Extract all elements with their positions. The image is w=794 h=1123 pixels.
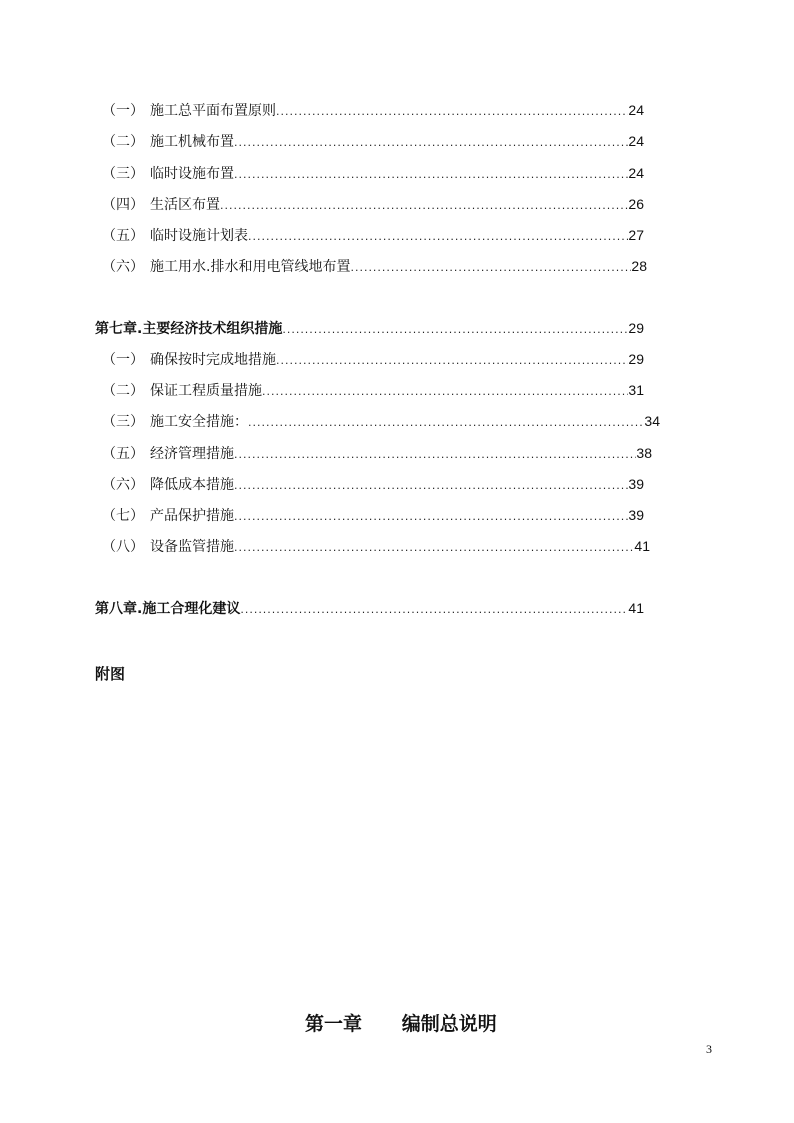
- toc-entry[interactable]: [102, 381, 644, 401]
- toc-entry[interactable]: [102, 350, 644, 370]
- entry-number: （一）: [102, 103, 144, 119]
- dot-leader: [350, 259, 631, 277]
- toc-entry[interactable]: [102, 101, 644, 121]
- entry-title: 设备监管措施: [150, 539, 234, 555]
- entry-title: 经济管理措施: [150, 446, 234, 462]
- dot-leader: [234, 539, 634, 557]
- toc-chapter-8[interactable]: [95, 599, 644, 619]
- entry-number: （四）: [102, 197, 144, 213]
- dot-leader: [240, 601, 628, 619]
- entry-page: 39: [628, 476, 644, 492]
- entry-number: （八）: [102, 539, 144, 555]
- entry-number: （七）: [102, 508, 144, 524]
- dot-leader: [234, 166, 628, 184]
- dot-leader: [282, 321, 628, 339]
- entry-page: 26: [628, 196, 644, 212]
- toc-chapter-7[interactable]: [95, 319, 644, 339]
- entry-page: 24: [628, 102, 644, 118]
- entry-number: （一）: [102, 352, 144, 368]
- entry-page: 34: [644, 413, 660, 429]
- entry-page: 31: [628, 382, 644, 398]
- dot-leader: [248, 414, 644, 432]
- entry-page: 38: [636, 445, 652, 461]
- chapter-one-heading: 第一章 编制总说明: [305, 1013, 497, 1035]
- entry-title: 施工用水.排水和用电管线地布置: [150, 259, 351, 275]
- entry-number: （六）: [102, 477, 144, 493]
- entry-number: （三）: [102, 166, 144, 182]
- toc-entry[interactable]: [102, 195, 644, 215]
- toc-entry[interactable]: [102, 226, 644, 246]
- dot-leader: [234, 508, 628, 526]
- toc-entry[interactable]: [102, 164, 644, 184]
- dot-leader: [276, 352, 628, 370]
- dot-leader: [220, 197, 628, 215]
- entry-title: 确保按时完成地措施: [150, 352, 276, 368]
- entry-page: 24: [628, 165, 644, 181]
- toc-entry[interactable]: [102, 257, 647, 277]
- entry-title: 施工总平面布置原则: [150, 103, 276, 119]
- entry-title: 生活区布置: [150, 197, 220, 213]
- entry-number: （六）: [102, 259, 144, 275]
- entry-title: 产品保护措施: [150, 508, 234, 524]
- toc-entry[interactable]: [102, 412, 660, 432]
- entry-title: 保证工程质量措施: [150, 383, 262, 399]
- appendix-heading: 附图: [95, 665, 126, 683]
- toc-entry[interactable]: [102, 444, 652, 464]
- entry-title: 临时设施计划表: [150, 228, 248, 244]
- entry-page: 28: [631, 258, 647, 274]
- toc-entry[interactable]: [102, 537, 650, 557]
- entry-title: 施工安全措施：: [150, 414, 248, 430]
- chapter-title: 第八章.施工合理化建议: [95, 601, 241, 617]
- toc-entry[interactable]: [102, 506, 644, 526]
- dot-leader: [234, 134, 628, 152]
- dot-leader: [262, 383, 628, 401]
- entry-number: （五）: [102, 446, 144, 462]
- chapter-title: 第七章.主要经济技术组织措施: [95, 321, 283, 337]
- entry-page: 24: [628, 133, 644, 149]
- entry-title: 降低成本措施: [150, 477, 234, 493]
- dot-leader: [248, 228, 628, 246]
- entry-number: （二）: [102, 383, 144, 399]
- dot-leader: [276, 103, 628, 121]
- entry-title: 施工机械布置: [150, 134, 234, 150]
- entry-page: 29: [628, 320, 644, 336]
- entry-page: 27: [628, 227, 644, 243]
- toc-entry[interactable]: [102, 132, 644, 152]
- entry-number: （三）: [102, 414, 144, 430]
- dot-leader: [234, 477, 628, 495]
- entry-page: 39: [628, 507, 644, 523]
- entry-number: （五）: [102, 228, 144, 244]
- page-number: 3: [706, 1042, 712, 1056]
- entry-page: 41: [628, 600, 644, 616]
- dot-leader: [234, 446, 636, 464]
- entry-title: 临时设施布置: [150, 166, 234, 182]
- entry-page: 41: [634, 538, 650, 554]
- entry-page: 29: [628, 351, 644, 367]
- entry-number: （二）: [102, 134, 144, 150]
- toc-entry[interactable]: [102, 475, 644, 495]
